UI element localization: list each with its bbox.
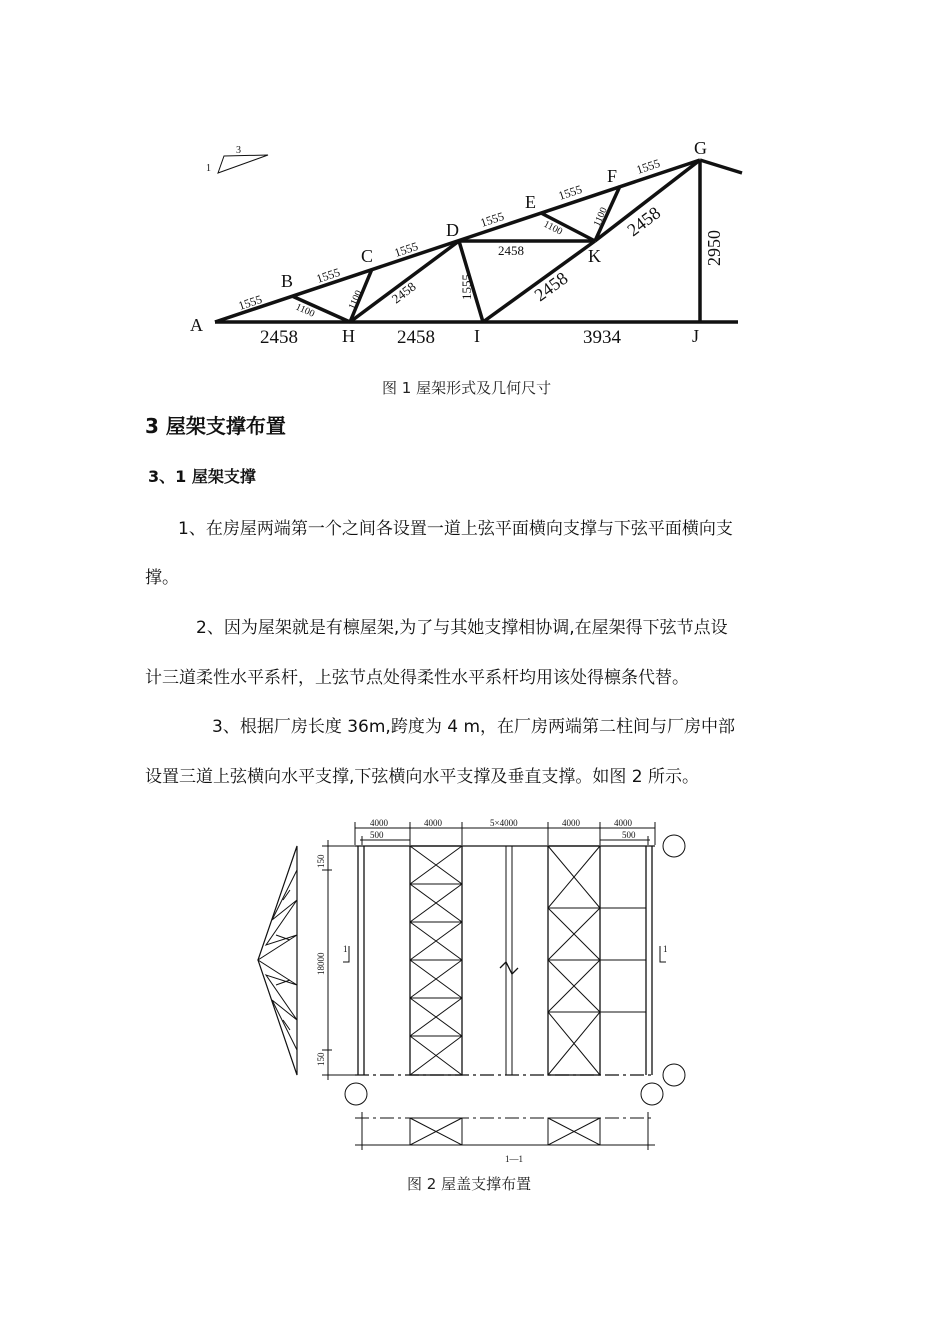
node-h-label: H bbox=[342, 326, 355, 346]
paragraph-2-line-1: 2、因为屋架就是有檩屋架,为了与其她支撑相协调,在屋架得下弦节点设 bbox=[196, 618, 728, 638]
label-ik: 2458 bbox=[530, 267, 572, 306]
node-e-label: E bbox=[525, 192, 536, 212]
roof-bracing-plan bbox=[250, 810, 700, 1170]
label-ab: 1555 bbox=[236, 291, 264, 313]
dim-ij: 3934 bbox=[583, 327, 621, 348]
node-k-label: K bbox=[588, 246, 601, 266]
label-ek: 1100 bbox=[541, 218, 565, 238]
label-hd: 2458 bbox=[388, 278, 419, 307]
label-de: 1555 bbox=[478, 208, 506, 230]
truss-diagram bbox=[180, 130, 760, 355]
node-g-label: G bbox=[694, 138, 707, 158]
section-mark-right: 1 bbox=[663, 944, 668, 954]
node-d-label: D bbox=[446, 220, 459, 240]
dim-side-span: 18000 bbox=[316, 952, 326, 975]
figure2-caption: 图 2 屋盖支撑布置 bbox=[407, 1175, 532, 1193]
label-bc: 1555 bbox=[314, 264, 342, 286]
label-bh: 1100 bbox=[293, 301, 317, 320]
dim-top-5: 4000 bbox=[614, 818, 632, 828]
slope-run-label: 3 bbox=[236, 145, 241, 156]
dim-top-4: 4000 bbox=[562, 818, 580, 828]
paragraph-3-line-1: 3、根据厂房长度 36m,跨度为 4 m，在厂房两端第二柱间与厂房中部 bbox=[212, 717, 735, 737]
dim-ah: 2458 bbox=[260, 327, 298, 348]
node-i-label: I bbox=[474, 326, 480, 346]
slope-indicator bbox=[206, 145, 268, 174]
section-heading: 3 屋架支撑布置 bbox=[145, 414, 286, 438]
truss-members bbox=[215, 160, 742, 322]
label-di: 1555 bbox=[459, 274, 474, 300]
section-mark-labels bbox=[343, 944, 668, 1164]
node-b-label: B bbox=[281, 271, 294, 291]
dim-sub-1: 500 bbox=[370, 830, 384, 840]
slope-rise-label: 1 bbox=[206, 163, 211, 174]
label-cd: 1555 bbox=[392, 238, 420, 260]
paragraph-3-line-2: 设置三道上弦横向水平支撑,下弦横向水平支撑及垂直支撑。如图 2 所示。 bbox=[145, 767, 700, 787]
subsection-heading: 3、1 屋架支撑 bbox=[148, 467, 256, 486]
node-f-label: F bbox=[607, 166, 618, 186]
label-fg: 1555 bbox=[634, 155, 662, 177]
node-a-label: A bbox=[190, 315, 203, 335]
dim-hi: 2458 bbox=[397, 327, 435, 348]
section-mark-left: 1 bbox=[343, 944, 348, 954]
bottom-dimensions bbox=[260, 327, 622, 348]
dim-top-1: 4000 bbox=[370, 818, 388, 828]
figure1-caption: 图 1 屋架形式及几何尺寸 bbox=[382, 379, 552, 397]
label-kg: 2458 bbox=[623, 202, 665, 241]
node-c-label: C bbox=[361, 246, 374, 266]
side-dimension-labels bbox=[316, 854, 326, 1066]
dim-sub-2: 500 bbox=[622, 830, 636, 840]
label-ch: 1100 bbox=[346, 288, 365, 312]
label-gj: 2950 bbox=[704, 230, 724, 266]
dim-side-bottom: 150 bbox=[316, 1052, 326, 1066]
eave-overhang bbox=[700, 160, 742, 173]
node-labels bbox=[190, 138, 707, 346]
section-view-label: 1—1 bbox=[505, 1154, 523, 1164]
node-j-label: J bbox=[692, 326, 700, 346]
label-fk: 1100 bbox=[591, 205, 610, 229]
paragraph-2-line-2: 计三道柔性水平系杆，上弦节点处得柔性水平系杆均用该处得檩条代替。 bbox=[145, 668, 689, 688]
dim-top-2: 4000 bbox=[424, 818, 442, 828]
dim-side-top: 150 bbox=[316, 854, 326, 868]
label-dk: 2458 bbox=[498, 243, 524, 258]
dim-top-3: 5×4000 bbox=[490, 818, 518, 828]
paragraph-1-line-1: 1、在房屋两端第一个之间各设置一道上弦平面横向支撑与下弦平面横向支 bbox=[178, 519, 733, 539]
label-ef: 1555 bbox=[556, 181, 584, 203]
paragraph-1-line-2: 撑。 bbox=[145, 568, 179, 588]
